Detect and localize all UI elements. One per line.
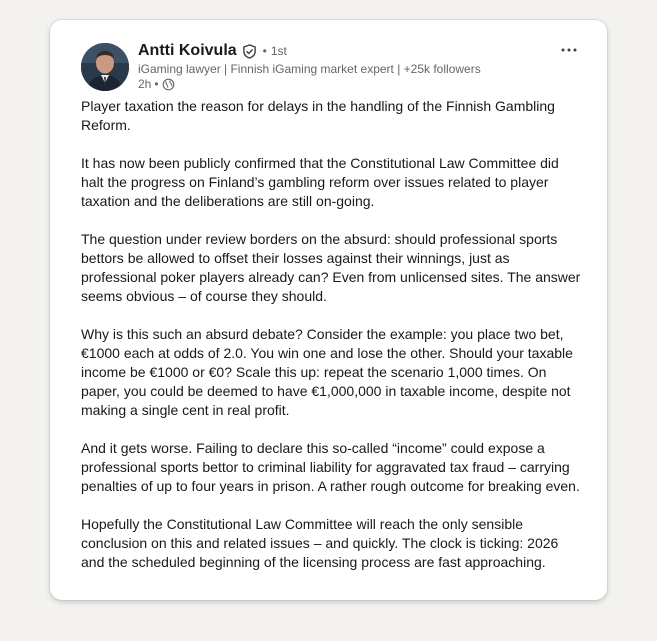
- post-paragraph: The question under review borders on the absurd: should professional sports bettors be allowed to offset their losses against their winnings, just as professional poker players already can? Even from unlicensed sites. The answer seems obvious – of course they should.: [81, 231, 581, 304]
- more-horizontal-icon[interactable]: [555, 38, 583, 62]
- post-paragraph: It has now been publicly confirmed that the Constitutional Law Committee did halt the progress on Finland’s gambling reform over issues related to player taxation and the deliberations are still on-going.: [81, 155, 559, 209]
- separator-dot: •: [154, 77, 159, 91]
- author-line: [138, 42, 287, 60]
- author-name[interactable]: Antti Koivula: [138, 42, 237, 59]
- post-paragraph: And it gets worse. Failing to declare this so-called “income” could expose a professional sports bettor to criminal liability for aggravated tax fraud – carrying penalties of up to four years in prison. A rather rough outcome for breaking even.: [81, 440, 580, 494]
- verified-shield-icon: [242, 44, 257, 59]
- post-paragraph: Why is this such an absurd debate? Consider the example: you place two bet, €1000 each at odds of 2.0. You win one and lose the other. Should your taxable income be €1000 or €0? Scale this up: repeat the scenario 1,000 times. On paper, you could be deemed to have €1,000,000 in taxable income, despite not making a single cent in real profit.: [81, 326, 573, 418]
- connection-degree: 1st: [270, 44, 287, 58]
- person-avatar-icon: [81, 43, 129, 91]
- separator-dot: •: [262, 44, 267, 58]
- post-time: 2h: [138, 77, 152, 91]
- post-paragraph: Hopefully the Constitutional Law Committee will reach the only sensible conclusion on this and related issues – and quickly. The clock is ticking: 2026 and the scheduled beginning of the licensing process are fast approaching.: [81, 516, 559, 570]
- post-meta: [138, 77, 175, 91]
- post-paragraph: Player taxation the reason for delays in the handling of the Finnish Gambling Reform.: [81, 98, 555, 133]
- globe-icon: [162, 78, 175, 91]
- avatar[interactable]: [81, 43, 129, 91]
- post-body: [81, 97, 581, 591]
- post-card: [50, 20, 607, 600]
- author-headline: iGaming lawyer | Finnish iGaming market expert | +25k followers: [138, 62, 481, 76]
